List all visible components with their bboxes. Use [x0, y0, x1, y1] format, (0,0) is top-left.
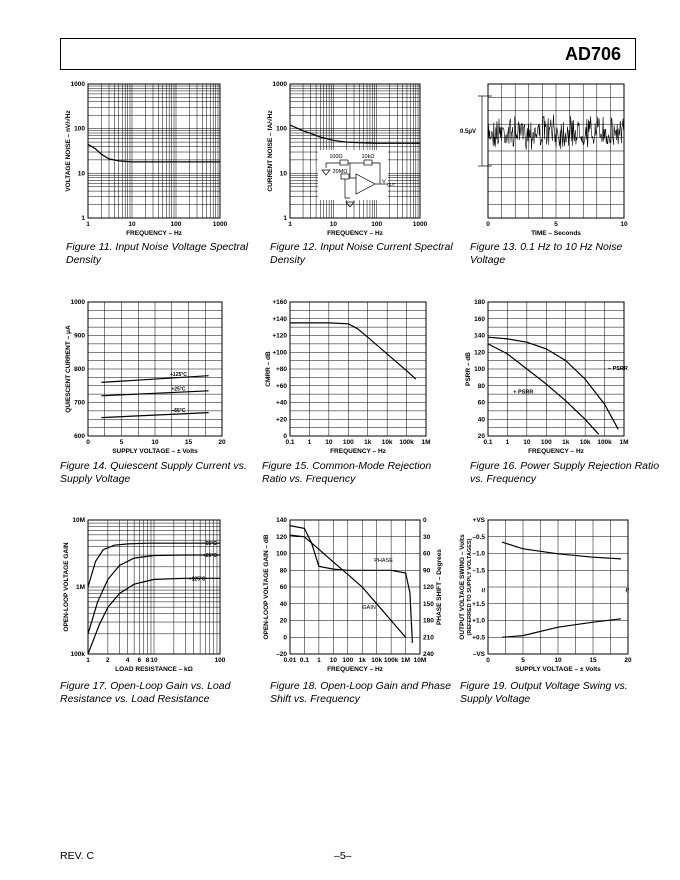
fig16-x-axis-label: FREQUENCY – Hz — [528, 448, 584, 455]
fig18-y-tick-label: 100 — [276, 550, 287, 558]
fig14-x-tick-label: 10 — [151, 439, 159, 446]
fig15-x-tick-label: 10k — [381, 439, 393, 446]
fig17-x-tick-label: 6 — [137, 657, 142, 664]
fig15-y-tick-label: +60 — [275, 382, 287, 390]
fig16-x-tick-label: 10k — [579, 439, 591, 446]
fig17-x-tick-label: 100 — [214, 657, 226, 664]
fig18-y2-axis-label: PHASE SHIFT – Degrees — [436, 549, 443, 625]
fig14-y-tick-label: 700 — [74, 399, 85, 407]
fig19-upper-swing-line — [502, 542, 621, 559]
caption-fig12: Figure 12. Input Noise Current Spectral Density — [270, 241, 453, 266]
fig15-y-tick-label: +100 — [272, 349, 287, 357]
fig11-x-tick-label: 10 — [128, 221, 136, 228]
fig14-y-tick-label: 800 — [74, 366, 85, 373]
fig12-y-tick-label: 100 — [276, 125, 287, 133]
fig15-y-tick-label: +140 — [272, 315, 287, 323]
fig12-x-tick-label: 10 — [329, 221, 337, 228]
fig15-y-axis-label: CMRR – dB — [265, 351, 272, 387]
fig18-x-tick-label: 0.1 — [299, 657, 309, 664]
fig14-x-tick-label: 15 — [184, 439, 193, 446]
fig15-y-tick-label: +160 — [272, 299, 287, 306]
fig17-series-label: +25°C — [202, 553, 217, 560]
fig12-label-100-ohm: 100Ω — [329, 154, 343, 160]
fig11-frame — [88, 84, 220, 218]
fig11-y-axis-label: VOLTAGE NOISE – nV/√Hz — [65, 110, 72, 192]
fig15-y-tick-label: 0 — [283, 433, 287, 440]
fig17-x-tick-label: 10 — [150, 657, 158, 664]
fig16-y-tick-label: 80 — [477, 382, 485, 390]
fig19-y-tick-label: +1.0 — [472, 617, 485, 625]
fig18-x-tick-label: 0.01 — [283, 657, 297, 664]
fig18-y-tick-label: 40 — [279, 600, 287, 608]
fig16-y-tick-label: 120 — [474, 349, 485, 357]
fig11-y-tick-label: 1 — [81, 215, 85, 222]
fig15-cmrr-line — [290, 323, 416, 379]
fig16-y-tick-label: 100 — [474, 366, 485, 373]
fig18-y-tick-label: 120 — [276, 533, 287, 541]
fig19-axis-break-icon: ≈ — [623, 587, 632, 593]
fig12-noise-line — [290, 125, 420, 143]
fig14-y-axis-label: QUIESCENT CURRENT – μA — [65, 325, 72, 413]
fig16-y-axis-label: PSRR – dB — [465, 352, 472, 386]
caption-fig16: Figure 16. Power Supply Rejection Ratio vs. Frequency — [470, 460, 660, 485]
part-number: AD706 — [564, 44, 621, 64]
fig14-series-label: +25°C — [171, 386, 186, 393]
fig19-x-axis-label: SUPPLY VOLTAGE – ± Volts — [515, 666, 601, 673]
fig18-y2-tick-label: 0 — [423, 517, 427, 524]
fig19-lower-swing-line — [502, 619, 621, 638]
fig15-x-axis-label: FREQUENCY – Hz — [330, 448, 386, 455]
fig17-y-tick-label: 1M — [75, 584, 85, 591]
fig14-x-axis-label: SUPPLY VOLTAGE – ± Volts — [112, 448, 198, 455]
fig18-y-tick-label: –20 — [276, 651, 287, 658]
fig12-x-tick-label: 100 — [371, 221, 383, 228]
fig16-y-tick-label: 160 — [474, 315, 485, 323]
fig14-series-label: +125°C — [170, 372, 187, 379]
fig12-y-tick-label: 1 — [283, 215, 287, 222]
fig19-y2-axis-label: (REFERRED TO SUPPLY VOLTAGES) — [467, 538, 473, 636]
fig19-y-tick-label: +0.5 — [472, 634, 485, 642]
fig19-y-tick-label: –1.5 — [472, 567, 485, 575]
fig18-x-tick-label: 10 — [329, 657, 337, 664]
fig13-x-tick-label: 0 — [486, 221, 490, 228]
fig18-x-tick-label: 10M — [413, 657, 427, 664]
fig18-y-tick-label: 0 — [283, 634, 287, 642]
fig17-y-tick-label: 10M — [72, 517, 85, 524]
fig18-phase-label: PHASE — [374, 557, 393, 564]
fig13-x-tick-label: 5 — [554, 221, 558, 228]
fig17-x-tick-label: 8 — [145, 657, 150, 664]
fig17-x-tick-label: 4 — [125, 657, 130, 664]
fig12-x-tick-label: 1 — [288, 221, 292, 228]
fig12-y-tick-label: 1000 — [272, 81, 287, 88]
fig11-x-axis-label: FREQUENCY – Hz — [126, 230, 182, 237]
fig17-x-tick-label: 2 — [106, 657, 110, 664]
fig19-x-tick-label: 5 — [521, 657, 525, 664]
fig14-x-tick-label: 0 — [86, 439, 90, 446]
fig18-x-tick-label: 100 — [342, 657, 354, 664]
fig18-y-axis-label: OPEN-LOOP VOLTAGE GAIN – dB — [263, 534, 270, 640]
fig12-x-tick-label: 1000 — [412, 221, 428, 228]
fig15-y-tick-label: +40 — [275, 399, 287, 407]
fig15-x-tick-label: 10 — [325, 439, 333, 446]
fig17-series-label: +125°C — [188, 576, 206, 583]
fig18-x-tick-label: 1 — [317, 657, 321, 664]
fig12-label-v: V — [382, 179, 386, 185]
fig12-x-axis-label: FREQUENCY – Hz — [327, 230, 383, 237]
fig18-gain-label: GAIN — [362, 604, 376, 611]
fig15-x-tick-label: 0.1 — [285, 439, 295, 446]
fig16-y-tick-label: 140 — [474, 332, 485, 340]
fig15-x-tick-label: 1M — [421, 439, 431, 446]
fig18-x-tick-label: 100k — [383, 657, 399, 664]
fig12-label-out: OUT — [386, 182, 396, 187]
fig11-x-tick-label: 1000 — [212, 221, 228, 228]
fig18-y2-tick-label: 30 — [423, 533, 431, 541]
fig14-x-tick-label: 5 — [119, 439, 124, 446]
fig16-x-tick-label: 1 — [505, 439, 510, 446]
fig18-x-tick-label: 10k — [371, 657, 383, 664]
fig12-y-axis-label: CURRENT NOISE – fA/√Hz — [267, 110, 274, 192]
fig16-y-tick-label: 180 — [474, 299, 485, 306]
fig11-y-tick-label: 100 — [74, 125, 85, 133]
fig18-y2-tick-label: 150 — [423, 600, 434, 608]
footer-revision: REV. C — [60, 850, 95, 862]
fig17-series-label: –55°C — [202, 541, 217, 548]
fig16-x-tick-label: 1M — [619, 439, 629, 446]
fig15-x-tick-label: 1k — [364, 439, 372, 446]
fig19-y-tick-label: +VS — [472, 517, 485, 524]
fig16-series-label-neg: – PSRR — [607, 365, 628, 372]
fig16-series-label-pos: + PSRR — [513, 389, 534, 396]
fig19-y-tick-label: –0.5 — [472, 533, 485, 541]
fig18-y2-tick-label: 90 — [423, 567, 431, 575]
fig18-y-tick-label: 60 — [279, 584, 287, 591]
fig16-y-tick-label: 60 — [477, 399, 485, 407]
fig14-y-tick-label: 600 — [74, 433, 85, 440]
fig18-phase-line — [290, 526, 412, 643]
fig12-y-tick-label: 10 — [279, 170, 287, 178]
caption-fig19: Figure 19. Output Voltage Swing vs. Supply Voltage — [460, 680, 628, 705]
fig17-y-axis-label: OPEN-LOOP VOLTAGE GAIN — [63, 542, 70, 632]
fig19-y-tick-label: +1.5 — [472, 600, 485, 608]
fig17-x-tick-label: 1 — [86, 657, 90, 664]
fig19-x-tick-label: 15 — [589, 657, 597, 664]
fig15-x-tick-label: 100 — [342, 439, 354, 446]
fig11-y-tick-label: 10 — [77, 170, 85, 178]
fig13-x-tick-label: 10 — [620, 221, 628, 228]
fig18-y2-tick-label: 60 — [423, 550, 431, 558]
fig18-y-tick-label: 20 — [279, 617, 287, 625]
fig18-x-tick-label: 1M — [401, 657, 411, 664]
fig18-y-tick-label: 80 — [279, 567, 287, 575]
fig19-x-tick-label: 10 — [554, 657, 562, 664]
caption-fig18: Figure 18. Open-Loop Gain and Phase Shift vs. Frequency — [270, 680, 451, 705]
fig19-x-tick-label: 20 — [624, 657, 632, 664]
fig16-y-tick-label: 40 — [477, 416, 485, 424]
fig13-x-axis-label: TIME – Seconds — [531, 230, 581, 237]
fig19-y-axis-label: OUTPUT VOLTAGE SWING – Volts — [459, 534, 466, 640]
fig15-x-tick-label: 100k — [399, 439, 414, 446]
fig19-x-tick-label: 0 — [486, 657, 490, 664]
caption-fig15: Figure 15. Common-Mode Rejection Ratio vs. Frequency — [262, 460, 432, 485]
fig14-x-tick-label: 20 — [218, 439, 226, 446]
fig18-y2-tick-label: 120 — [423, 584, 434, 591]
fig17-x-axis-label: LOAD RESISTANCE – kΩ — [115, 666, 193, 673]
fig17-y-tick-label: 100k — [70, 651, 85, 658]
fig12-label-20m-ohm: 20MΩ — [332, 169, 348, 175]
fig14-series-label: –55°C — [171, 408, 186, 415]
fig16-x-tick-label: 100 — [540, 439, 552, 446]
fig11-y-tick-label: 1000 — [70, 81, 85, 88]
fig13-scale-label: 0.5μV — [459, 129, 476, 135]
fig16-x-tick-label: 10 — [523, 439, 531, 446]
fig19-y-tick-label: –VS — [472, 651, 485, 658]
fig18-y2-tick-label: 210 — [423, 634, 434, 642]
caption-fig14: Figure 14. Quiescent Supply Current vs. Supply Voltage — [60, 460, 247, 485]
fig11-x-tick-label: 1 — [86, 221, 90, 228]
fig18-x-tick-label: 1k — [358, 657, 366, 664]
fig16-x-tick-label: 0.1 — [483, 439, 493, 446]
fig18-x-axis-label: FREQUENCY – Hz — [327, 666, 383, 673]
fig16-y-tick-label: 20 — [477, 433, 485, 440]
caption-fig11: Figure 11. Input Noise Voltage Spectral Density — [66, 241, 249, 266]
caption-fig13: Figure 13. 0.1 Hz to 10 Hz Noise Voltage — [470, 241, 623, 266]
fig15-y-tick-label: +80 — [275, 366, 287, 373]
fig16-psrr-line — [488, 344, 599, 434]
fig11-noise-line — [88, 144, 220, 162]
fig11-x-tick-label: 100 — [170, 221, 182, 228]
footer-page-number: –5– — [334, 850, 352, 862]
fig18-y-tick-label: 140 — [276, 517, 287, 524]
fig19-y-tick-label: –1.0 — [472, 550, 485, 558]
fig15-y-tick-label: +120 — [272, 332, 287, 340]
fig12-label-10k-ohm: 10kΩ — [361, 154, 375, 160]
fig18-y2-tick-label: 240 — [423, 651, 434, 658]
fig15-y-tick-label: +20 — [275, 416, 287, 424]
fig18-y2-tick-label: 180 — [423, 617, 434, 625]
fig14-y-tick-label: 1000 — [70, 299, 85, 306]
fig16-x-tick-label: 1k — [562, 439, 570, 446]
caption-fig17: Figure 17. Open-Loop Gain vs. Load Resistance vs. Load Resistance — [60, 680, 231, 705]
fig14-y-tick-label: 900 — [74, 332, 85, 340]
fig19-axis-break-icon: ≈ — [479, 587, 488, 593]
fig16-x-tick-label: 100k — [597, 439, 612, 446]
fig15-x-tick-label: 1 — [307, 439, 312, 446]
